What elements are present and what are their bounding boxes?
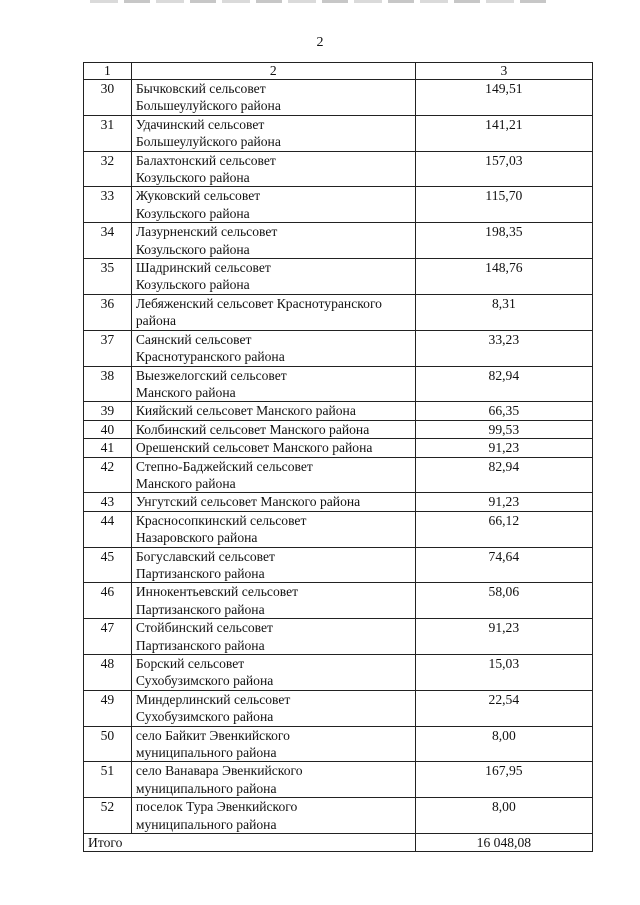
municipality-name-line: Удачинский сельсовет xyxy=(135,116,265,132)
table-row xyxy=(84,187,593,223)
municipality-name-line: Козульского района xyxy=(135,205,250,221)
table-row xyxy=(84,439,593,457)
table-row xyxy=(84,619,593,655)
allocation-value: 198,35 xyxy=(415,223,592,259)
row-number: 51 xyxy=(84,762,132,798)
column-header-3: 3 xyxy=(415,63,592,80)
allocation-value: 148,76 xyxy=(415,259,592,295)
page-number: 2 xyxy=(316,35,324,50)
allocation-value: 8,00 xyxy=(415,798,592,834)
row-number: 30 xyxy=(84,80,132,116)
municipality-name xyxy=(131,798,415,834)
municipality-name xyxy=(131,493,415,511)
row-number: 38 xyxy=(84,366,132,402)
municipality-name-line: Колбинский сельсовет Манского района xyxy=(135,421,370,437)
scan-artifact xyxy=(90,0,550,3)
row-number: 41 xyxy=(84,439,132,457)
table-row xyxy=(84,583,593,619)
allocation-table xyxy=(83,62,593,852)
municipality-name xyxy=(131,294,415,330)
municipality-name-line: Кияйский сельсовет Манского района xyxy=(135,403,356,419)
row-number: 43 xyxy=(84,493,132,511)
row-number: 49 xyxy=(84,690,132,726)
allocation-value: 33,23 xyxy=(415,330,592,366)
table-row xyxy=(84,151,593,187)
municipality-name xyxy=(131,223,415,259)
allocation-value: 66,12 xyxy=(415,511,592,547)
municipality-name xyxy=(131,187,415,223)
municipality-name-line: село Ванавара Эвенкийского xyxy=(135,763,303,779)
municipality-name-line: Орешенский сельсовет Манского района xyxy=(135,440,373,456)
allocation-value: 58,06 xyxy=(415,583,592,619)
municipality-name-line: муниципального района xyxy=(135,816,277,832)
municipality-name xyxy=(131,547,415,583)
row-number: 48 xyxy=(84,655,132,691)
municipality-name xyxy=(131,726,415,762)
table-row xyxy=(84,762,593,798)
municipality-name xyxy=(131,619,415,655)
municipality-name xyxy=(131,690,415,726)
table-row xyxy=(84,547,593,583)
total-row xyxy=(84,834,593,852)
allocation-value: 167,95 xyxy=(415,762,592,798)
municipality-name xyxy=(131,330,415,366)
municipality-name-line: Лазурненский сельсовет xyxy=(135,224,278,240)
row-number: 47 xyxy=(84,619,132,655)
municipality-name xyxy=(131,762,415,798)
municipality-name-line: Красносопкинский сельсовет xyxy=(135,512,307,528)
municipality-name-line: Богуславский сельсовет xyxy=(135,548,275,564)
table-row xyxy=(84,655,593,691)
table-row xyxy=(84,402,593,420)
municipality-name-line: Большеулуйского района xyxy=(135,134,281,150)
allocation-value: 91,23 xyxy=(415,439,592,457)
municipality-name-line: Унгутский сельсовет Манского района xyxy=(135,494,361,510)
row-number: 45 xyxy=(84,547,132,583)
allocation-value: 91,23 xyxy=(415,493,592,511)
municipality-name-line: Шадринский сельсовет xyxy=(135,260,271,276)
table-row xyxy=(84,798,593,834)
table-row xyxy=(84,330,593,366)
municipality-name xyxy=(131,583,415,619)
row-number: 31 xyxy=(84,115,132,151)
table-row xyxy=(84,690,593,726)
municipality-name-line: Козульского района xyxy=(135,170,250,186)
table-row xyxy=(84,223,593,259)
municipality-name-line: Большеулуйского района xyxy=(135,98,281,114)
municipality-name xyxy=(131,259,415,295)
row-number: 34 xyxy=(84,223,132,259)
row-number: 35 xyxy=(84,259,132,295)
allocation-value: 8,00 xyxy=(415,726,592,762)
municipality-name-line: Партизанского района xyxy=(135,637,265,653)
allocation-value: 66,35 xyxy=(415,402,592,420)
municipality-name xyxy=(131,151,415,187)
municipality-name-line: Миндерлинский сельсовет xyxy=(135,691,291,707)
municipality-name-line: Лебяженский сельсовет Краснотуранского xyxy=(135,295,382,311)
municipality-name-line: село Байкит Эвенкийского xyxy=(135,727,290,743)
allocation-value: 15,03 xyxy=(415,655,592,691)
municipality-name-line: муниципального района xyxy=(135,745,277,761)
municipality-name xyxy=(131,511,415,547)
allocation-value: 115,70 xyxy=(415,187,592,223)
allocation-value: 82,94 xyxy=(415,457,592,493)
column-header-2: 2 xyxy=(131,63,415,80)
row-number: 33 xyxy=(84,187,132,223)
municipality-name-line: Стойбинский сельсовет xyxy=(135,620,273,636)
municipality-name-line: Партизанского района xyxy=(135,565,265,581)
municipality-name xyxy=(131,402,415,420)
table-row xyxy=(84,80,593,116)
municipality-name xyxy=(131,366,415,402)
municipality-name-line: Борский сельсовет xyxy=(135,656,245,671)
municipality-name xyxy=(131,457,415,493)
allocation-value: 8,31 xyxy=(415,294,592,330)
allocation-value: 141,21 xyxy=(415,115,592,151)
row-number: 44 xyxy=(84,511,132,547)
municipality-name-line: Сухобузимского района xyxy=(135,709,274,725)
total-value: 16 048,08 xyxy=(415,834,592,852)
municipality-name xyxy=(131,115,415,151)
municipality-name-line: Выезжелогский сельсовет xyxy=(135,367,287,383)
total-label: Итого xyxy=(84,834,416,852)
municipality-name-line: Сухобузимского района xyxy=(135,673,274,689)
row-number: 37 xyxy=(84,330,132,366)
table-row xyxy=(84,259,593,295)
table-row xyxy=(84,726,593,762)
row-number: 46 xyxy=(84,583,132,619)
municipality-name-line: Иннокентьевский сельсовет xyxy=(135,584,299,600)
municipality-name-line: Козульского района xyxy=(135,241,250,257)
municipality-name-line: Партизанского района xyxy=(135,601,265,617)
municipality-name xyxy=(131,80,415,116)
column-header-1: 1 xyxy=(84,63,132,80)
table-row xyxy=(84,294,593,330)
allocation-value: 82,94 xyxy=(415,366,592,402)
municipality-name-line: Саянский сельсовет xyxy=(135,331,252,347)
allocation-value: 91,23 xyxy=(415,619,592,655)
municipality-name-line: Балахтонский сельсовет xyxy=(135,152,276,168)
allocation-value: 22,54 xyxy=(415,690,592,726)
municipality-name-line: муниципального района xyxy=(135,780,277,796)
row-number: 52 xyxy=(84,798,132,834)
allocation-value: 99,53 xyxy=(415,420,592,438)
table-row xyxy=(84,420,593,438)
municipality-name-line: Козульского района xyxy=(135,277,250,293)
row-number: 36 xyxy=(84,294,132,330)
municipality-name-line: Жуковский сельсовет xyxy=(135,188,261,204)
municipality-name-line: Степно-Баджейский сельсовет xyxy=(135,458,313,474)
allocation-value: 149,51 xyxy=(415,80,592,116)
municipality-name-line: Краснотуранского района xyxy=(135,349,285,365)
table-row xyxy=(84,457,593,493)
row-number: 32 xyxy=(84,151,132,187)
row-number: 40 xyxy=(84,420,132,438)
municipality-name-line: Назаровского района xyxy=(135,530,258,546)
municipality-name xyxy=(131,655,415,691)
table-header-row xyxy=(84,63,593,80)
row-number: 50 xyxy=(84,726,132,762)
municipality-name-line: Манского района xyxy=(135,475,236,491)
municipality-name-line: поселок Тура Эвенкийского xyxy=(135,799,298,815)
allocation-value: 74,64 xyxy=(415,547,592,583)
municipality-name-line: района xyxy=(135,313,177,329)
municipality-name-line: Бычковский сельсовет xyxy=(135,81,266,96)
table-row xyxy=(84,115,593,151)
municipality-name-line: Манского района xyxy=(135,384,236,400)
row-number: 39 xyxy=(84,402,132,420)
table-row xyxy=(84,366,593,402)
table-row xyxy=(84,511,593,547)
allocation-value: 157,03 xyxy=(415,151,592,187)
municipality-name xyxy=(131,420,415,438)
row-number: 42 xyxy=(84,457,132,493)
municipality-name xyxy=(131,439,415,457)
table-row xyxy=(84,493,593,511)
